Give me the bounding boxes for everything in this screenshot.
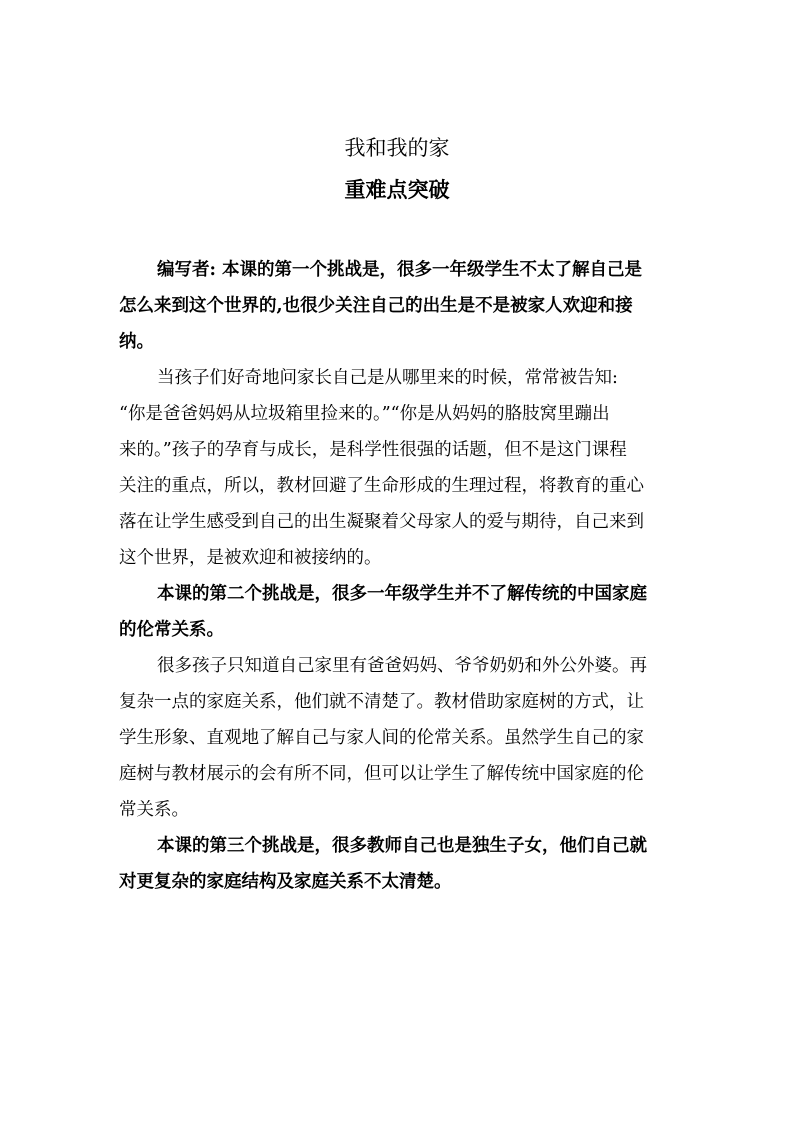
paragraph-line: 很多孩子只知道自己家里有爸爸妈妈、爷爷奶奶和外公外婆。再 bbox=[157, 656, 647, 676]
paragraph-line: 常关系。 bbox=[119, 800, 189, 820]
title-block bbox=[0, 127, 794, 211]
document-body bbox=[119, 252, 679, 900]
paragraph-3 bbox=[119, 576, 679, 648]
paragraph-line: 本课的第二个挑战是，很多一年级学生并不了解传统的中国家庭 bbox=[157, 584, 647, 604]
paragraph-5 bbox=[119, 828, 679, 900]
document-subtitle: 重难点突破 bbox=[344, 177, 450, 202]
paragraph-line: 庭树与教材展示的会有所不同，但可以让学生了解传统中国家庭的伦 bbox=[119, 764, 644, 784]
paragraph-1 bbox=[119, 252, 679, 360]
paragraph-line: 复杂一点的家庭关系，他们就不清楚了。教材借助家庭树的方式，让 bbox=[119, 692, 644, 712]
paragraph-4 bbox=[119, 648, 679, 828]
paragraph-line: 纳。 bbox=[119, 332, 154, 352]
document-title: 我和我的家 bbox=[344, 136, 450, 160]
paragraph-line: 对更复杂的家庭结构及家庭关系不太清楚。 bbox=[119, 872, 452, 892]
paragraph-2 bbox=[119, 360, 679, 576]
paragraph-line: 落在让学生感受到自己的出生凝聚着父母家人的爱与期待，自己来到 bbox=[119, 512, 644, 532]
paragraph-line: 学生形象、直观地了解自己与家人间的伦常关系。虽然学生自己的家 bbox=[119, 728, 644, 748]
paragraph-line: “你是爸爸妈妈从垃圾箱里捡来的。”“你是从妈妈的胳肢窝里蹦出 bbox=[119, 404, 610, 424]
paragraph-line: 关注的重点，所以，教材回避了生命形成的生理过程，将教育的重心 bbox=[119, 476, 644, 496]
paragraph-line: 这个世界，是被欢迎和被接纳的。 bbox=[119, 548, 382, 568]
paragraph-line: 的伦常关系。 bbox=[119, 620, 224, 640]
paragraph-line: 编写者: 本课的第一个挑战是，很多一年级学生不太了解自己是 bbox=[157, 260, 643, 280]
paragraph-line: 本课的第三个挑战是，很多教师自己也是独生子女，他们自己就 bbox=[157, 836, 647, 856]
paragraph-line: 当孩子们好奇地问家长自己是从哪里来的时候，常常被告知: bbox=[157, 368, 618, 388]
paragraph-line: 怎么来到这个世界的,也很少关注自己的出生是不是被家人欢迎和接 bbox=[119, 296, 633, 316]
paragraph-line: 来的。”孩子的孕育与成长，是科学性很强的话题，但不是这门课程 bbox=[119, 440, 627, 460]
